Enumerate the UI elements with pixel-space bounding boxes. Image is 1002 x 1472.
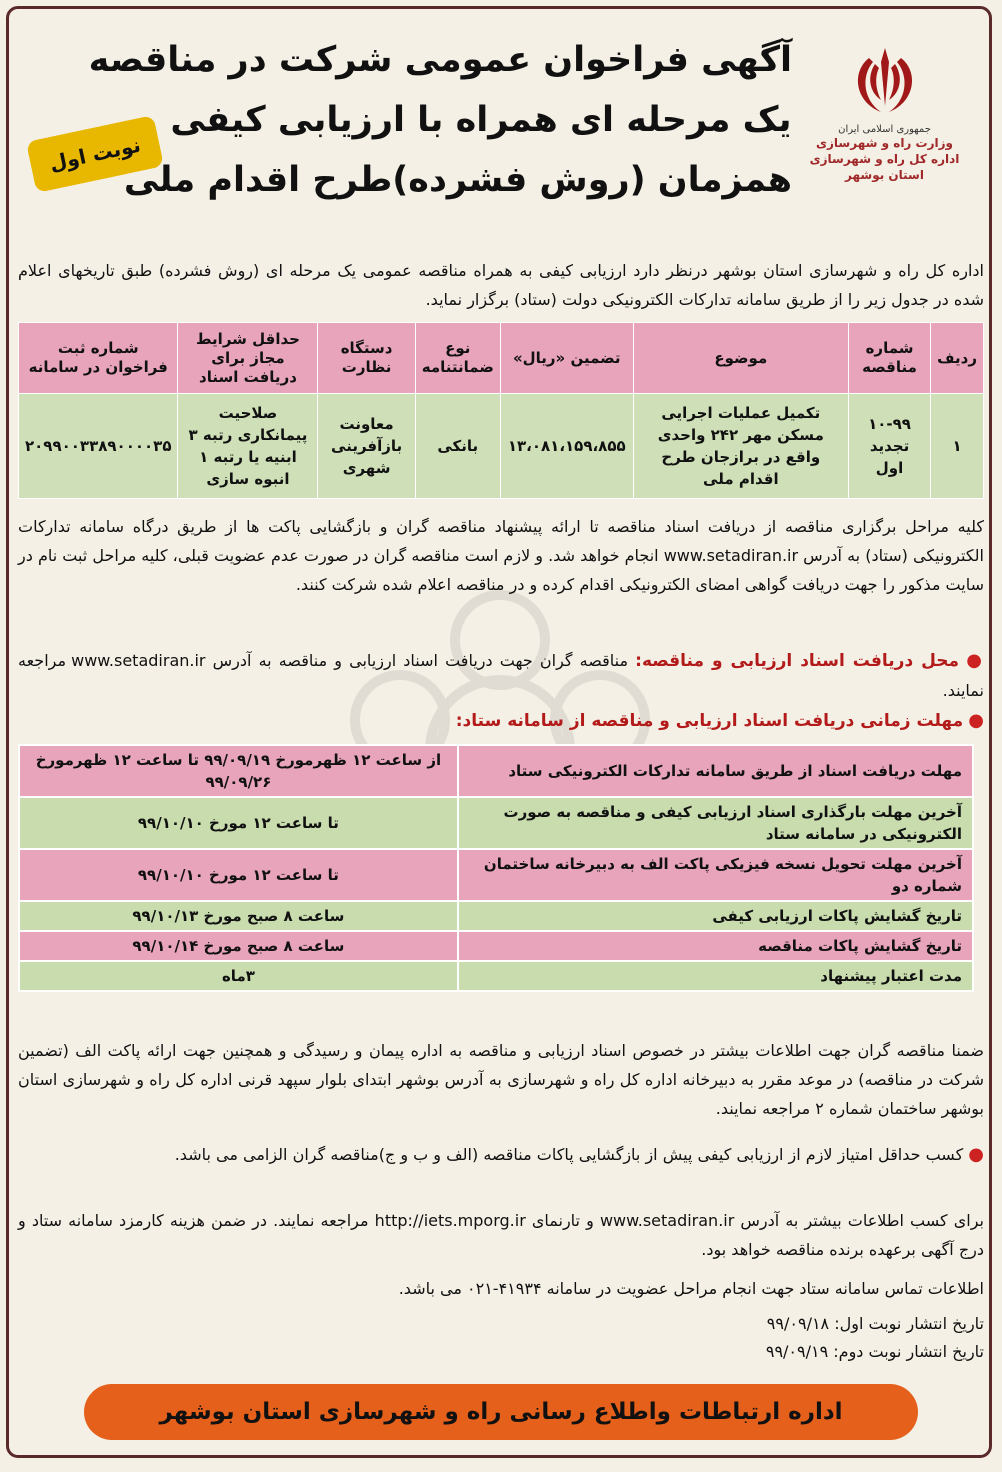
location-text: مناقصه گران جهت دریافت اسناد ارزیابی و مناقصه به آدرس www.setadiran.ir مراجعه نمایند.: [18, 651, 984, 700]
schedule-label: مدت اعتبار پیشنهاد: [458, 961, 973, 991]
tender-table: [18, 322, 984, 499]
schedule-label: تاریخ گشایش پاکات مناقصه: [458, 931, 973, 961]
bullet-icon: ●: [968, 710, 984, 731]
table-cell: ۲۰۹۹۰۰۳۳۸۹۰۰۰۰۳۵: [19, 394, 178, 499]
contact-paragraph: ضمنا مناقصه گران جهت اطلاعات بیشتر در خصوص اسناد ارزیابی و مناقصه به اداره پیمان و رسیدگی و همچنین جهت ارائه پاکت الف (تضمین شرکت در مناقصه) در موعد مقرر به دبیرخانه اداره کل راه و شهرسازی به آدرس بوشهر ابتدای بلوار سپهد قرنی اداره کل راه و شهرسازی استان بوشهر ساختمان شماره ۲ مراجعه نمایند.: [18, 1041, 984, 1118]
header: [20, 22, 982, 247]
score-requirement: [18, 1140, 984, 1169]
title-line: یک مرحله ای همراه با ارزیابی کیفی: [170, 100, 792, 140]
table-cell: ۱۳،۰۸۱،۱۵۹،۸۵۵: [500, 394, 633, 499]
schedule-label: تاریخ گشایش پاکات ارزیابی کیفی: [458, 901, 973, 931]
publication-date-first: تاریخ انتشار نوبت اول: ۹۹/۰۹/۱۸: [766, 1314, 984, 1333]
schedule-value: ساعت ۸ صبح مورخ ۹۹/۱۰/۱۳: [19, 901, 458, 931]
table-header-cell: شماره ثبت فراخوان در سامانه: [19, 323, 178, 394]
org-name-line: استان بوشهر: [845, 168, 924, 182]
schedule-value: ۳ماه: [19, 961, 458, 991]
round-badge: نوبت اول: [26, 115, 164, 193]
schedule-label: مهلت دریافت اسناد از طریق سامانه تدارکات الکترونیکی ستاد: [458, 745, 973, 797]
bullet-icon: ●: [966, 650, 984, 671]
org-name-line: اداره کل راه و شهرسازی: [809, 152, 960, 166]
schedule-value: ساعت ۸ صبح مورخ ۹۹/۱۰/۱۴: [19, 931, 458, 961]
schedule-value: تا ساعت ۱۲ مورخ ۹۹/۱۰/۱۰: [19, 849, 458, 901]
schedule-value: از ساعت ۱۲ ظهرمورخ ۹۹/۰۹/۱۹ تا ساعت ۱۲ ظهرمورخ ۹۹/۰۹/۲۶: [19, 745, 458, 797]
schedule-label: آخرین مهلت تحویل نسخه فیزیکی پاکت الف به دبیرخانه ساختمان شماره دو: [458, 849, 973, 901]
bullet-icon: ●: [968, 1144, 984, 1165]
iran-emblem-icon: [845, 42, 925, 122]
org-name-line: وزارت راه و شهرسازی: [816, 136, 953, 150]
schedule-row: [19, 961, 973, 991]
table-header-cell: نوع ضمانتنامه: [415, 323, 500, 394]
deadline-heading: مهلت زمانی دریافت اسناد ارزیابی و مناقصه از سامانه ستاد:: [455, 711, 964, 731]
table-header-cell: موضوع: [633, 323, 848, 394]
schedule-label: آخرین مهلت بارگذاری اسناد ارزیابی کیفی و مناقصه به صورت الکترونیکی در سامانه ستاد: [458, 797, 973, 849]
table-row: [19, 394, 984, 499]
title-line: همزمان (روش فشرده)طرح اقدام ملی: [123, 160, 792, 200]
publication-dates: [18, 1310, 984, 1366]
table-header-cell: دستگاه نظارت: [318, 323, 415, 394]
table-header-cell: ردیف: [931, 323, 984, 394]
deadline-heading-block: [18, 706, 984, 736]
table-cell: ۱۰-۹۹ تجدید اول: [848, 394, 930, 499]
document-location: [18, 646, 984, 705]
emblem-caption: جمهوری اسلامی ایران: [838, 124, 931, 135]
footer-banner: اداره ارتباطات واطلاع رسانی راه و شهرسازی استان بوشهر: [84, 1384, 918, 1440]
score-requirement-text: کسب حداقل امتیاز لازم از ارزیابی کیفی پیش از بازگشایی پاکات مناقصه (الف و ب و ج)مناقصه گران الزامی می باشد.: [174, 1145, 964, 1164]
procedure-paragraph: کلیه مراحل برگزاری مناقصه از دریافت اسناد مناقصه تا ارائه پیشنهاد مناقصه گران و بازگشایی پاکت ها از طریق درگاه سامانه تدارکات الکترونیکی (ستاد) به آدرس www.setadiran.ir انجام خواهد شد. و لازم است مناقصه گران در صورت عدم عضویت قبلی، کلیه مراحل ثبت نام در سایت مذکور را جهت دریافت گواهی امضای الکترونیکی اقدام کرده و در مناقصه اعلام شده شرکت کنند.: [18, 517, 984, 594]
location-heading: محل دریافت اسناد ارزیابی و مناقصه:: [635, 651, 960, 671]
setad-contact: اطلاعات تماس سامانه ستاد جهت انجام مراحل عضویت در سامانه ۴۱۹۳۴-۰۲۱ می باشد.: [398, 1279, 984, 1298]
schedule-row: [19, 931, 973, 961]
info-paragraph: برای کسب اطلاعات بیشتر به آدرس www.setadiran.ir و تارنمای http://iets.mporg.ir مراجعه نمایند. در ضمن هزینه کارمزد سامانه ستاد و درج آگهی برعهده برنده مناقصه خواهد بود.: [18, 1211, 985, 1259]
table-header-row: [19, 323, 984, 394]
schedule-row: [19, 745, 973, 797]
table-cell: تکمیل عملیات اجرایی مسکن مهر ۲۴۲ واحدی واقع در برازجان طرح اقدام ملی: [633, 394, 848, 499]
table-cell: بانکی: [415, 394, 500, 499]
ministry-logo-block: [797, 42, 972, 183]
table-header-cell: شماره مناقصه: [848, 323, 930, 394]
schedule-row: [19, 901, 973, 931]
table-header-cell: حداقل شرایط مجاز برای دریافت اسناد: [178, 323, 318, 394]
publication-date-second: تاریخ انتشار نوبت دوم: ۹۹/۰۹/۱۹: [765, 1342, 984, 1361]
table-cell: ۱: [931, 394, 984, 499]
intro-paragraph: اداره کل راه و شهرسازی استان بوشهر درنظر دارد ارزیابی کیفی به همراه مناقصه عمومی یک مرحله ای (روش فشرده) طبق تاریخهای اعلام شده در جدول زیر را از طریق سامانه تدارکات الکترونیکی دولت (ستاد) برگزار نماید.: [18, 261, 984, 309]
schedule-row: [19, 849, 973, 901]
schedule-value: تا ساعت ۱۲ مورخ ۹۹/۱۰/۱۰: [19, 797, 458, 849]
schedule-table: [18, 744, 974, 992]
title-line: آگهی فراخوان عمومی شرکت در مناقصه: [88, 40, 792, 80]
table-header-cell: تضمین «ریال»: [500, 323, 633, 394]
table-cell: صلاحیت پیمانکاری رتبه ۳ ابنیه یا رتبه ۱ انبوه سازی: [178, 394, 318, 499]
schedule-row: [19, 797, 973, 849]
table-cell: معاونت بازآفرینی شهری: [318, 394, 415, 499]
